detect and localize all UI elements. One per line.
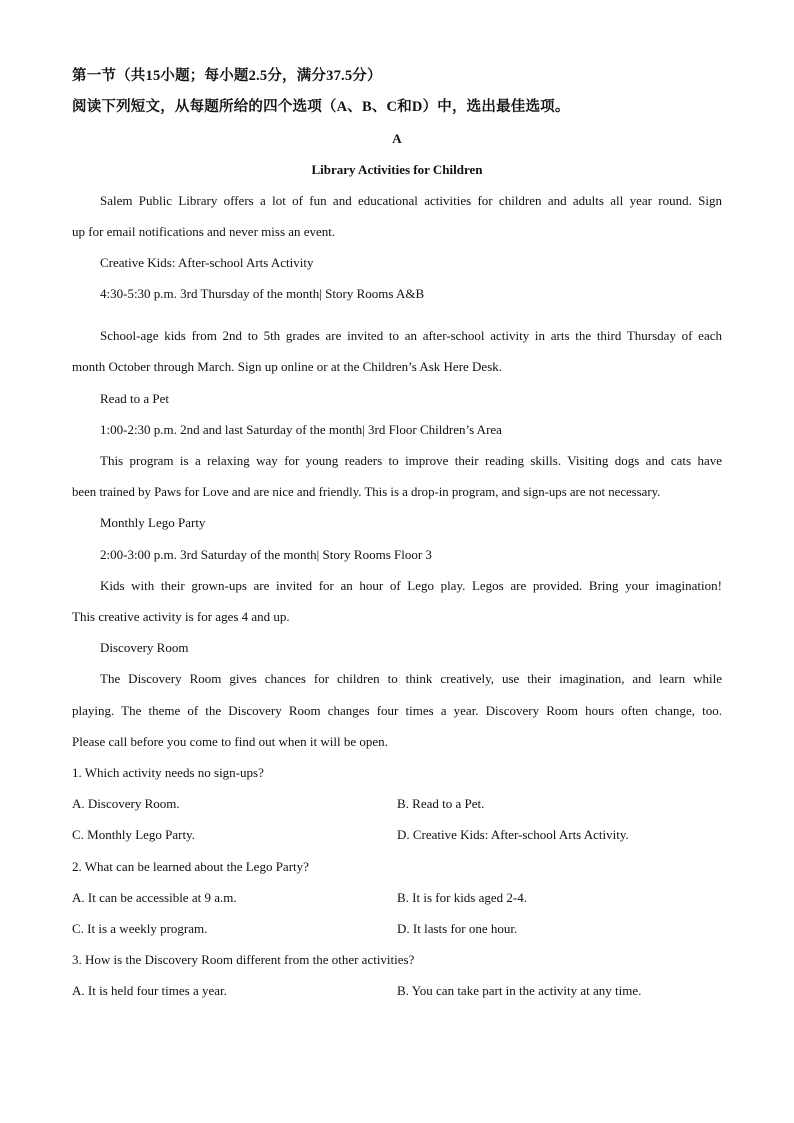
intro-line-1: Salem Public Library offers a lot of fun and educational activities for children and adults all year round. Sign (100, 193, 722, 208)
question-stem: 1. Which activity needs no sign-ups? (72, 765, 264, 780)
section-header: 第一节（共15小题；每小题2.5分，满分37.5分） (72, 68, 382, 84)
activity-desc-line: been trained by Paws for Love and are nice and friendly. This is a drop-in program, and sign-ups are not necessary. (72, 485, 661, 499)
activity-desc-line: playing. The theme of the Discovery Room changes four times a year. Discovery Room hours often change, too. (72, 703, 722, 718)
option-c: C. It is a weekly program. (72, 921, 208, 936)
activity-desc-line: Please call before you come to find out when it will be open. (72, 734, 388, 749)
option-c: C. Monthly Lego Party. (72, 827, 196, 842)
option-a: A. It is held four times a year. (72, 983, 227, 998)
activity-desc-line: This program is a relaxing way for young readers to improve their reading skills. Visiting dogs and cats have (100, 453, 722, 468)
activity-time: 1:00-2:30 p.m. 2nd and last Saturday of the month| 3rd Floor Children’s Area (100, 422, 502, 437)
option-a: A. It can be accessible at 9 a.m. (72, 890, 237, 905)
instructions: 阅读下列短文，从每题所给的四个选项（A、B、C和D）中，选出最佳选项。 (72, 99, 570, 115)
option-a: A. Discovery Room. (72, 796, 180, 811)
activity-name: Creative Kids: After-school Arts Activity (100, 255, 314, 270)
activity-desc-line: This creative activity is for ages 4 and up. (72, 609, 290, 624)
option-d: D. It lasts for one hour. (397, 921, 518, 936)
question-stem: 3. How is the Discovery Room different from the other activities? (72, 952, 415, 967)
activity-name: Read to a Pet (100, 391, 169, 406)
activity-time: 4:30-5:30 p.m. 3rd Thursday of the month| Story Rooms A&B (100, 286, 425, 301)
activity-desc-line: The Discovery Room gives chances for children to think creatively, use their imagination, and learn while (100, 671, 722, 686)
option-d: D. Creative Kids: After-school Arts Activity. (397, 827, 629, 842)
option-b: B. Read to a Pet. (397, 796, 485, 811)
activity-name: Discovery Room (100, 640, 189, 655)
activity-name: Monthly Lego Party (100, 515, 206, 530)
option-b: B. It is for kids aged 2-4. (397, 890, 527, 905)
option-b: B. You can take part in the activity at any time. (397, 983, 642, 998)
activity-desc-line: School-age kids from 2nd to 5th grades are invited to an after-school activity in arts the third Thursday of each (100, 328, 722, 343)
intro-line-2: up for email notifications and never miss an event. (72, 224, 336, 239)
passage-title: Library Activities for Children (311, 162, 483, 177)
activity-desc-line: month October through March. Sign up online or at the Children’s Ask Here Desk. (72, 359, 503, 374)
passage-letter: A (392, 131, 402, 146)
activity-desc-line: Kids with their grown-ups are invited for an hour of Lego play. Legos are provided. Bring your imagination! (100, 578, 722, 593)
question-stem: 2. What can be learned about the Lego Party? (72, 859, 309, 874)
activity-time: 2:00-3:00 p.m. 3rd Saturday of the month| Story Rooms Floor 3 (100, 547, 432, 562)
